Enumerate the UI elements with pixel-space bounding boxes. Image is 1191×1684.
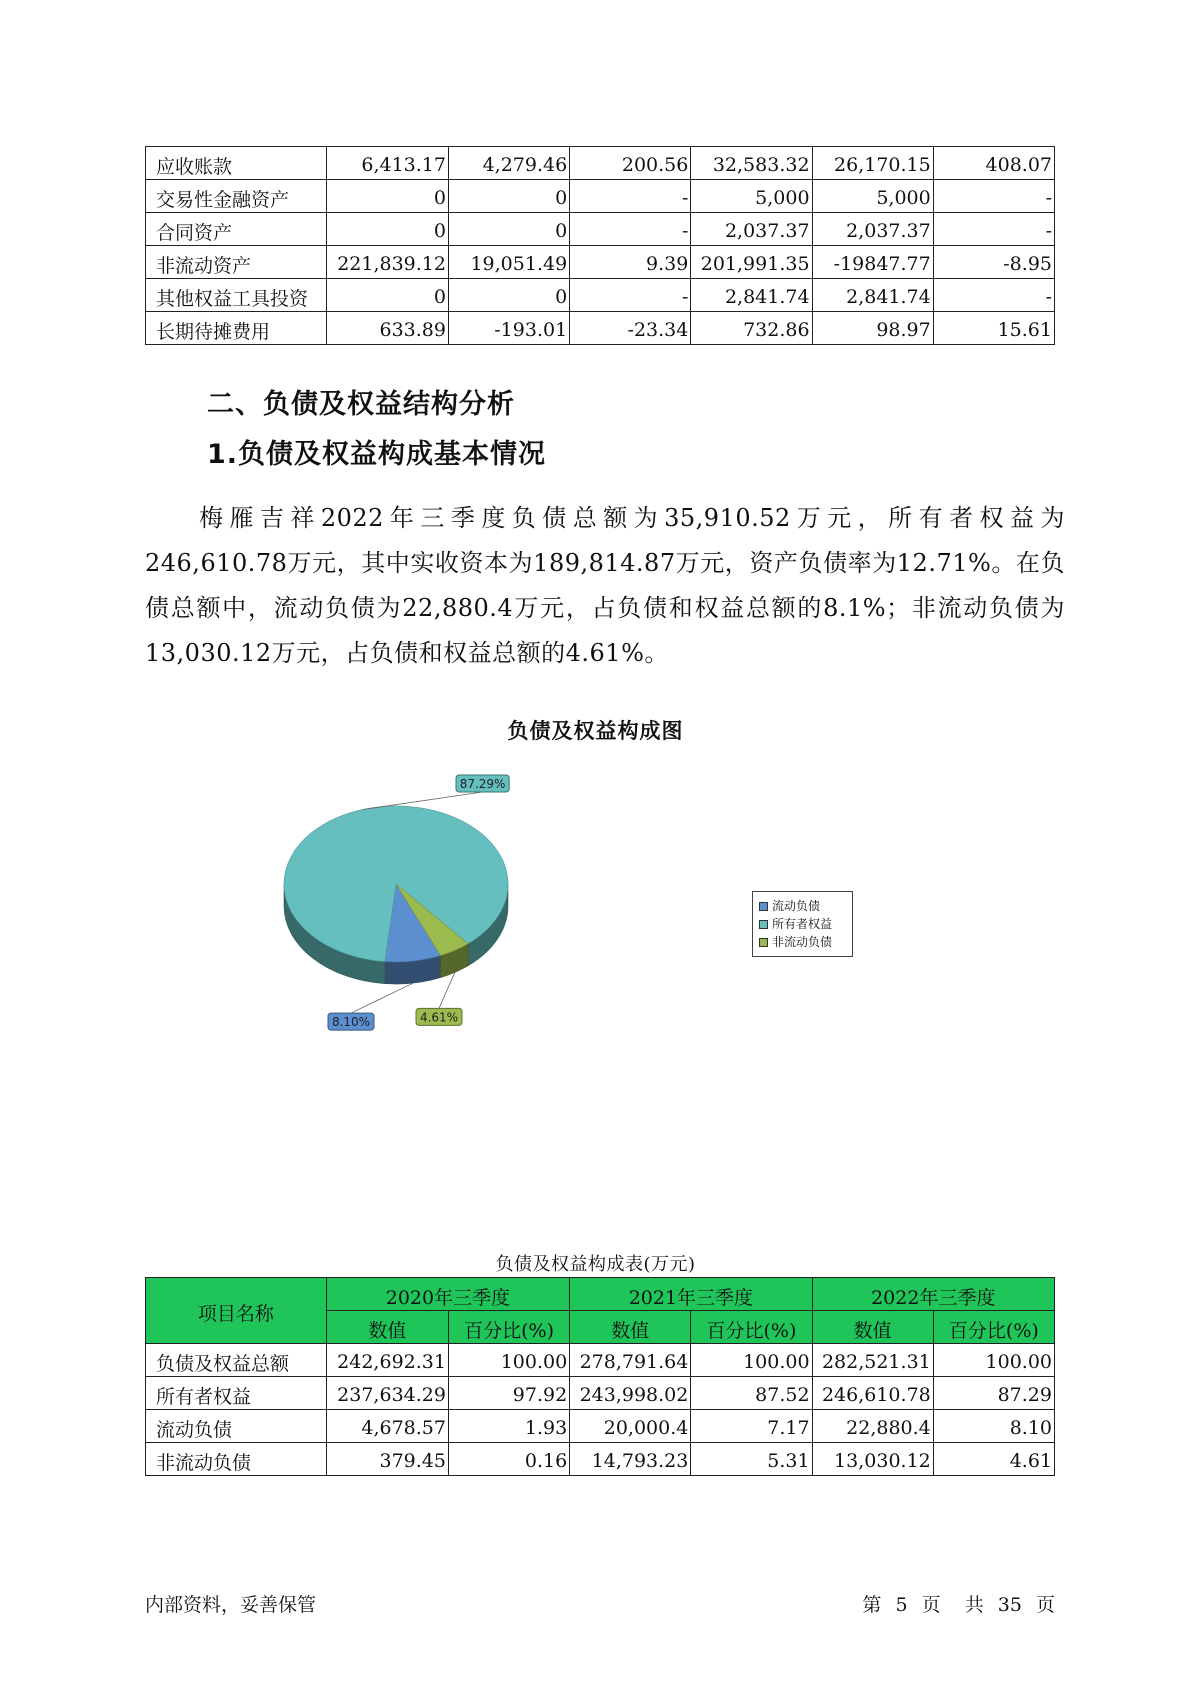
legend-swatch <box>759 920 768 929</box>
cell: 633.89 <box>326 312 448 345</box>
cell: 87.29 <box>933 1377 1054 1410</box>
cell: 282,521.31 <box>812 1344 933 1377</box>
cell: 5,000 <box>691 180 812 213</box>
cell: 26,170.15 <box>812 147 933 180</box>
body-paragraph: 梅雁吉祥2022年三季度负债总额为35,910.52万元，所有者权益为246,610.78万元，其中实收资本为189,814.87万元，资产负债率为12.71%。在负债总额中，流动负债为22,880.4万元，占负债和权益总额的8.1%；非流动负债为13,030.12万元，占负债和权益总额的4.61%。 <box>145 504 1065 667</box>
cell: 0.16 <box>448 1443 569 1476</box>
cell: 7.17 <box>691 1410 812 1443</box>
header-value: 数值 <box>326 1311 448 1344</box>
header-period: 2021年三季度 <box>570 1278 812 1311</box>
legend-swatch <box>759 902 768 911</box>
cell: 5,000 <box>812 180 933 213</box>
cell: 237,634.29 <box>326 1377 448 1410</box>
cell: 15.61 <box>933 312 1054 345</box>
row-label: 合同资产 <box>146 213 327 246</box>
data-label: 4.61% <box>419 1010 459 1025</box>
total-prefix: 共 <box>964 1594 984 1616</box>
data-label: 8.10% <box>331 1015 371 1030</box>
cell: 200.56 <box>570 147 691 180</box>
table-row <box>146 279 1055 312</box>
cell: 5.31 <box>691 1443 812 1476</box>
row-label: 负债及权益总额 <box>146 1344 327 1377</box>
pie-top <box>284 806 508 962</box>
cell: 100.00 <box>933 1344 1054 1377</box>
cell: - <box>570 213 691 246</box>
header-value: 数值 <box>812 1311 933 1344</box>
row-label: 所有者权益 <box>146 1377 327 1410</box>
leader-line <box>439 972 455 1008</box>
table-row <box>146 213 1055 246</box>
cell: 98.97 <box>812 312 933 345</box>
cell: 87.52 <box>691 1377 812 1410</box>
row-label: 流动负债 <box>146 1410 327 1443</box>
footer-confidential: 内部资料，妥善保管 <box>145 1594 317 1616</box>
cell: 2,841.74 <box>812 279 933 312</box>
cell: - <box>933 213 1054 246</box>
table-row <box>146 1377 1055 1410</box>
legend-label: 所有者权益 <box>772 917 833 931</box>
header-percent: 百分比(%) <box>448 1311 569 1344</box>
asset-table <box>145 146 1055 345</box>
cell: -8.95 <box>933 246 1054 279</box>
table-header-row <box>146 1278 1055 1311</box>
cell: 8.10 <box>933 1410 1054 1443</box>
header-percent: 百分比(%) <box>933 1311 1054 1344</box>
table-row <box>146 246 1055 279</box>
total-number: 35 <box>997 1594 1022 1616</box>
header-percent: 百分比(%) <box>691 1311 812 1344</box>
cell: -19847.77 <box>812 246 933 279</box>
cell: 379.45 <box>326 1443 448 1476</box>
cell: 242,692.31 <box>326 1344 448 1377</box>
cell: 19,051.49 <box>448 246 569 279</box>
row-label: 应收账款 <box>146 147 327 180</box>
cell: - <box>933 180 1054 213</box>
table-row <box>146 312 1055 345</box>
cell: 97.92 <box>448 1377 569 1410</box>
header-item: 项目名称 <box>146 1278 327 1344</box>
page-prefix: 第 <box>862 1594 882 1616</box>
row-label: 非流动资产 <box>146 246 327 279</box>
row-label: 非流动负债 <box>146 1443 327 1476</box>
legend-item <box>759 933 846 951</box>
cell: 6,413.17 <box>326 147 448 180</box>
table-row <box>146 1443 1055 1476</box>
header-period: 2020年三季度 <box>326 1278 569 1311</box>
cell: 14,793.23 <box>570 1443 691 1476</box>
legend-item <box>759 915 846 933</box>
table-caption: 负债及权益构成表(万元) <box>495 1254 696 1275</box>
cell: 221,839.12 <box>326 246 448 279</box>
cell: 100.00 <box>448 1344 569 1377</box>
cell: -23.34 <box>570 312 691 345</box>
cell: 243,998.02 <box>570 1377 691 1410</box>
cell: 100.00 <box>691 1344 812 1377</box>
table-row <box>146 147 1055 180</box>
cell: - <box>570 279 691 312</box>
cell: 2,841.74 <box>691 279 812 312</box>
cell: 20,000.4 <box>570 1410 691 1443</box>
cell: 4.61 <box>933 1443 1054 1476</box>
page-number: 5 <box>895 1594 908 1616</box>
row-label: 交易性金融资产 <box>146 180 327 213</box>
cell: 2,037.37 <box>812 213 933 246</box>
cell: 4,279.46 <box>448 147 569 180</box>
leader-line <box>363 792 483 809</box>
cell: 278,791.64 <box>570 1344 691 1377</box>
cell: 732.86 <box>691 312 812 345</box>
section-heading: 二、负债及权益结构分析 <box>207 389 515 420</box>
cell: 2,037.37 <box>691 213 812 246</box>
cell: 0 <box>326 279 448 312</box>
cell: 13,030.12 <box>812 1443 933 1476</box>
legend-label: 流动负债 <box>772 899 821 913</box>
data-label: 87.29% <box>459 777 506 791</box>
table-row <box>146 180 1055 213</box>
legend-label: 非流动负债 <box>772 935 833 949</box>
cell: 0 <box>326 213 448 246</box>
header-value: 数值 <box>570 1311 691 1344</box>
cell: -193.01 <box>448 312 569 345</box>
table-row <box>146 1344 1055 1377</box>
cell: 0 <box>326 180 448 213</box>
cell: - <box>570 180 691 213</box>
total-unit: 页 <box>1035 1594 1055 1616</box>
cell: 22,880.4 <box>812 1410 933 1443</box>
cell: 408.07 <box>933 147 1054 180</box>
cell: 0 <box>448 279 569 312</box>
chart-title: 负债及权益构成图 <box>507 719 684 743</box>
cell: - <box>933 279 1054 312</box>
cell: 9.39 <box>570 246 691 279</box>
pie-chart <box>280 755 610 1045</box>
cell: 1.93 <box>448 1410 569 1443</box>
cell: 0 <box>448 180 569 213</box>
legend-item <box>759 897 846 915</box>
legend-swatch <box>759 938 768 947</box>
leader-line <box>351 983 413 1013</box>
page-unit: 页 <box>921 1594 941 1616</box>
row-label: 其他权益工具投资 <box>146 279 327 312</box>
footer-page-info <box>862 1590 1055 1617</box>
row-label: 长期待摊费用 <box>146 312 327 345</box>
table-row <box>146 1410 1055 1443</box>
cell: 201,991.35 <box>691 246 812 279</box>
structure-table <box>145 1277 1055 1476</box>
chart-legend <box>752 891 853 957</box>
cell: 4,678.57 <box>326 1410 448 1443</box>
cell: 32,583.32 <box>691 147 812 180</box>
header-period: 2022年三季度 <box>812 1278 1054 1311</box>
subsection-heading: 1.负债及权益构成基本情况 <box>207 439 547 470</box>
cell: 0 <box>448 213 569 246</box>
cell: 246,610.78 <box>812 1377 933 1410</box>
